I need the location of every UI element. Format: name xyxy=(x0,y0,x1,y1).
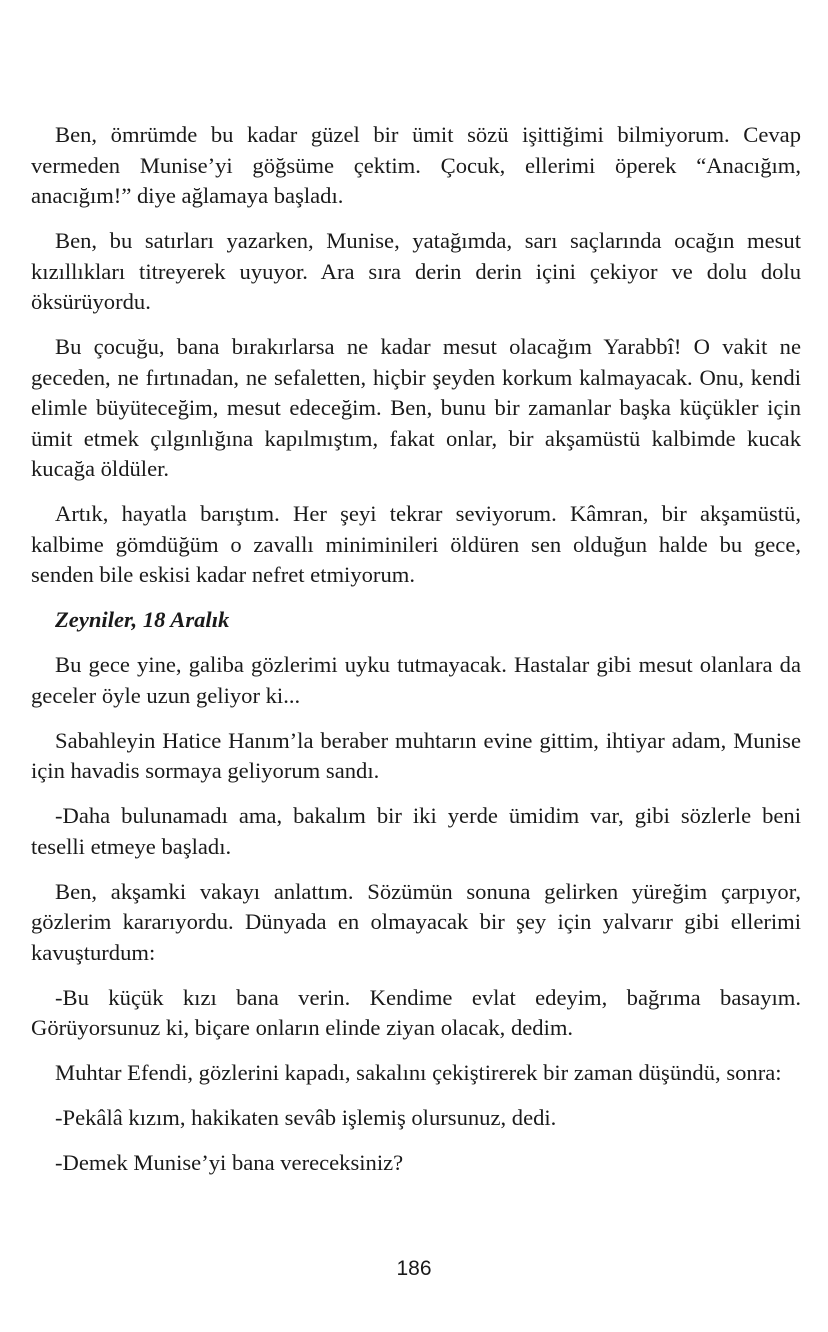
paragraph: Sabahleyin Hatice Hanım’la beraber muhtarın evine gittim, ihtiyar adam, Munise için havadis sormaya geliyorum sandı. xyxy=(31,727,801,783)
paragraph: Artık, hayatla barıştım. Her şeyi tekrar seviyorum. Kâmran, bir akşamüstü, kalbime gömdüğüm o zavallı miniminileri öldüren sen olduğun halde bu gece, senden bile eskisi kadar nefret etmiyorum. xyxy=(31,501,801,587)
paragraph: -Demek Munise’yi bana vereceksiniz? xyxy=(55,1150,404,1175)
paragraph: Muhtar Efendi, gözlerini kapadı, sakalını çekiştirerek bir zaman düşündü, sonra: xyxy=(55,1060,782,1085)
paragraph: Ben, akşamki vakayı anlattım. Sözümün sonuna gelirken yüreğim çarpıyor, gözlerim kararıyordu. Dünyada en olmayacak bir şey için yalvarır gibi ellerimi kavuşturdum: xyxy=(31,878,801,965)
paragraph: -Daha bulunamadı ama, bakalım bir iki yerde ümidim var, gibi sözlerle beni teselli etmeye başladı. xyxy=(31,803,801,859)
page-number: 186 xyxy=(396,1257,432,1280)
page-body-text xyxy=(31,120,801,1193)
paragraph: Ben, bu satırları yazarken, Munise, yatağımda, sarı saçlarında ocağın mesut kızıllıkları titreyerek uyuyor. Ara sıra derin derin içini çekiyor ve dolu dolu öksürüyordu. xyxy=(31,228,801,314)
section-heading: Zeyniler, 18 Aralık xyxy=(55,607,230,632)
paragraph: Ben, ömrümde bu kadar güzel bir ümit sözü işittiğimi bilmiyorum. Cevap vermeden Munise’yi göğsüme çektim. Çocuk, ellerimi öperek “Anacığım, anacığım!” diye ağlamaya başladı. xyxy=(31,122,801,208)
paragraph: Bu çocuğu, bana bırakırlarsa ne kadar mesut olacağım Yarabbî! O vakit ne geceden, ne fırtınadan, ne sefaletten, hiçbir şeyden korkum kalmayacak. Onu, kendi elimle büyüteceğim, mesut edeceğim. Ben, bunu bir zamanlar başka küçükler için ümit etmek çılgınlığına kapılmıştım, fakat onlar, bir akşamüstü kalbimde kucak kucağa öldüler. xyxy=(31,334,801,481)
paragraph: -Pekâlâ kızım, hakikaten sevâb işlemiş olursunuz, dedi. xyxy=(55,1105,557,1130)
paragraph: -Bu küçük kızı bana verin. Kendime evlat edeyim, bağrıma basayım. Görüyorsunuz ki, biçare onların elinde ziyan olacak, dedim. xyxy=(31,984,801,1040)
paragraph: Bu gece yine, galiba gözlerimi uyku tutmayacak. Hastalar gibi mesut olanlara da geceler öyle uzun geliyor ki... xyxy=(31,652,801,708)
